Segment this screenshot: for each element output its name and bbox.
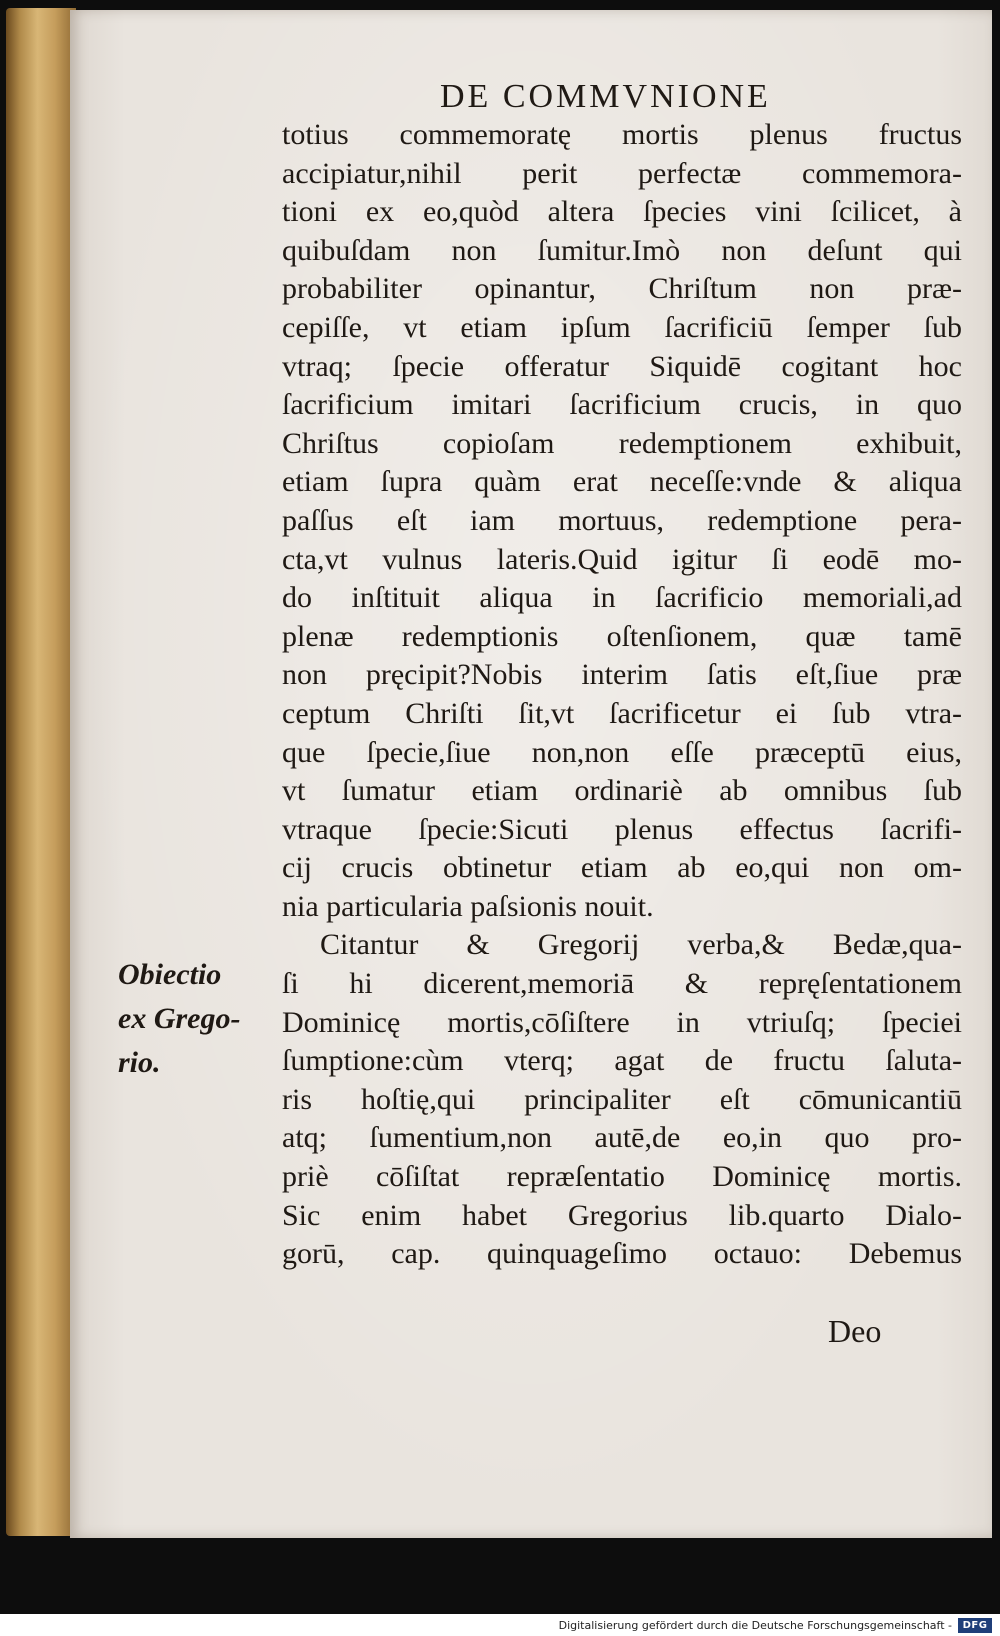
text-line: cepiſſe, vt etiam ipſum ſacrificiū ſemper ſub — [282, 310, 962, 344]
text-line: Citantur & Gregorij verba,& Bedæ,qua- — [320, 928, 962, 962]
text-line: Dominicę mortis,cōſiſtere in vtriuſq; ſpeciei — [282, 1005, 962, 1039]
text-line: ſi hi dicerent,memoriā & repręſentationem — [282, 967, 962, 1001]
text-line: ſumptione:cùm vterq; agat de fructu ſaluta- — [282, 1044, 962, 1078]
text-line: cta,vt vulnus lateris.Quid igitur ſi eodē mo- — [282, 542, 962, 576]
text-line: ſacrificium imitari ſacrificium crucis, in quo — [282, 388, 962, 422]
margin-note-line: ex Grego- — [118, 1002, 241, 1035]
text-line: Sic enim habet Gregorius lib.quarto Dialo- — [282, 1198, 962, 1232]
text-line: vtraque ſpecie:Sicuti plenus effectus ſacrifi- — [282, 812, 962, 846]
text-line: totius commemoratę mortis plenus fructus — [282, 118, 962, 151]
catchword: Deo — [828, 1313, 882, 1349]
text-line: cij crucis obtinetur etiam ab eo,qui non om- — [282, 851, 962, 885]
footer-bar — [0, 1614, 1000, 1636]
text-line: priè cōſiſtat repræſentatio Dominicę mortis. — [282, 1160, 962, 1194]
text-line: quibuſdam non ſumitur.Imò non deſunt qui — [282, 233, 962, 267]
body-text — [282, 116, 962, 1274]
text-line: vt ſumatur etiam ordinariè ab omnibus ſub — [282, 774, 962, 808]
text-line: paſſus eſt iam mortuus, redemptione pera- — [282, 503, 962, 537]
text-line: ris hoſtię,qui principaliter eſt cōmunicantiū — [282, 1082, 962, 1116]
text-line: que ſpecie,ſiue non,non eſſe præceptū eius, — [282, 735, 962, 769]
text-line: plenæ redemptionis oſtenſionem, quæ tamē — [282, 619, 962, 653]
text-line: gorū, cap. quinquageſimo octauo: Debemus — [282, 1237, 962, 1271]
margin-note-line: Obiectio — [118, 958, 222, 991]
book-page-edges — [6, 8, 76, 1536]
text-line: atq; ſumentium,non autē,de eo,in quo pro- — [282, 1121, 962, 1155]
text-line: probabiliter opinantur, Chriſtum non præ- — [282, 272, 962, 306]
margin-note — [118, 953, 268, 1085]
text-line: ceptum Chriſti ſit,vt ſacrificetur ei ſub vtra- — [282, 696, 962, 730]
text-line: accipiatur,nihil perit perfectæ commemora- — [282, 156, 962, 190]
dfg-logo: DFG — [958, 1618, 992, 1633]
text-line: non pręcipit?Nobis interim ſatis eſt,ſiue præ — [282, 658, 962, 692]
footer-credit: Digitalisierung gefördert durch die Deutsche Forschungsgemeinschaft - — [558, 1619, 952, 1632]
text-line: Chriſtus copioſam redemptionem exhibuit, — [282, 426, 962, 460]
text-line: etiam ſupra quàm erat neceſſe:vnde & aliqua — [282, 465, 962, 499]
text-line: vtraq; ſpecie offeratur Siquidē cogitant hoc — [282, 349, 962, 383]
running-title: DE COMMVNIONE — [440, 78, 771, 115]
text-line: tioni ex eo,quòd altera ſpecies vini ſcilicet, à — [282, 195, 962, 229]
text-line: nia particularia paſsionis nouit. — [282, 889, 654, 923]
margin-note-line: rio. — [118, 1046, 161, 1079]
text-line: do inſtituit aliqua in ſacrificio memoriali,ad — [282, 581, 962, 615]
